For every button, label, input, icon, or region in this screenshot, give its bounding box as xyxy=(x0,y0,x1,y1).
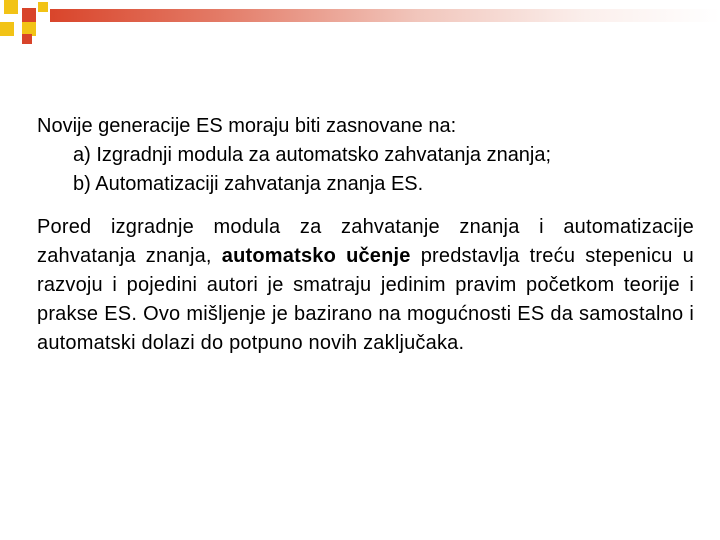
slide-body xyxy=(37,112,694,358)
list-item-a: a) Izgradnji modula za automatsko zahvatanja znanja; xyxy=(73,144,552,166)
paragraph-text-start: Pored izgradnje modula za zahvatanje znanja i automatizacije zahvatanja znanja, xyxy=(37,216,694,267)
paragraph-bold-term: automatsko učenje xyxy=(221,245,411,267)
list-item-b: b) Automatizaciji zahvatanja znanja ES. xyxy=(73,173,424,195)
body-paragraph xyxy=(37,213,694,358)
corner-square-red-1 xyxy=(22,8,36,22)
intro-line: Novije generacije ES moraju biti zasnovane na: xyxy=(37,115,457,137)
corner-square-red-2 xyxy=(22,34,32,44)
header-gradient-bar xyxy=(50,9,720,22)
paragraph-text-end: predstavlja treću stepenicu u razvoju i pojedini autori je smatraju jedinim pravim početkom teorije i prakse ES. Ovo mišljenje je bazirano na mogućnosti ES da samostalno i automatski dolazi do potpuno novih zaključaka. xyxy=(37,245,695,354)
corner-square-yellow-2 xyxy=(0,22,14,36)
corner-square-yellow-1 xyxy=(4,0,18,14)
corner-square-yellow-4 xyxy=(38,2,48,12)
